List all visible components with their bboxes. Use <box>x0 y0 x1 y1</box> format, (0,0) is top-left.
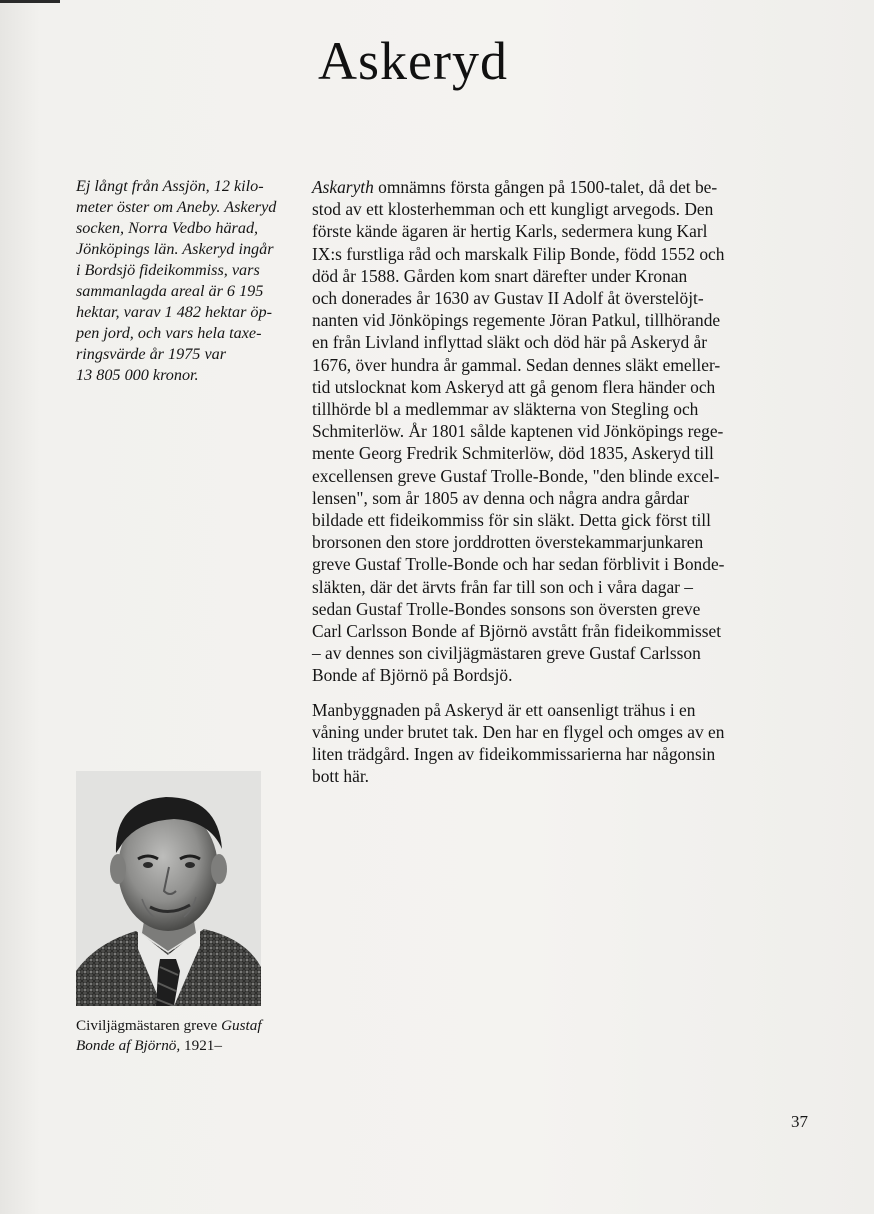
article-line: Bonde af Björnö på Bordsjö. <box>312 665 513 686</box>
article-line: Manbyggnaden på Askeryd är ett oansenligt trähus i en <box>312 699 696 720</box>
article-lead-name: Askaryth <box>312 177 374 197</box>
article-line: omnämns första gången på 1500-talet, då det be- <box>373 177 718 197</box>
article-line: släkten, där det ärvts från far till son och i våra dagar – <box>312 576 693 597</box>
article-line: excellensen greve Gustaf Trolle-Bonde, "den blinde excel- <box>312 465 720 486</box>
sidebar-line: pen jord, och vars hela taxe- <box>76 324 262 342</box>
article-paragraph-2 <box>312 699 810 788</box>
caption-years: 1921– <box>180 1037 222 1054</box>
sidebar-line: meter öster om Aneby. Askeryd <box>76 198 277 216</box>
article-line: mente Georg Fredrik Schmiterlöw, död 1835, Askeryd till <box>312 443 714 464</box>
article-line: tid utslocknat kom Askeryd att gå genom flera händer och <box>312 376 716 397</box>
sidebar-line: socken, Norra Vedbo härad, <box>76 219 259 237</box>
article-line: bildade ett fideikommiss för sin släkt. Detta gick först till <box>312 510 711 531</box>
article-paragraph-1 <box>312 176 810 687</box>
article-line: – av dennes son civiljägmästaren greve Gustaf Carlsson <box>312 643 701 664</box>
portrait-photo <box>76 771 261 1006</box>
sidebar-line: Ej långt från Assjön, 12 kilo- <box>76 177 264 195</box>
article-line: Schmiterlöw. År 1801 sålde kaptenen vid Jönköpings rege- <box>312 421 724 442</box>
article-line: tillhörde bl a medlemmar av släkterna von Stegling och <box>312 399 699 420</box>
sidebar-line: Jönköpings län. Askeryd ingår <box>76 240 274 258</box>
sidebar-line: sammanlagda areal är 6 195 <box>76 282 264 300</box>
article-line: lensen", som år 1805 av denna och några andra gårdar <box>312 487 689 508</box>
page-number: 37 <box>791 1112 808 1131</box>
photo-caption <box>76 1016 316 1056</box>
article-line: stod av ett klosterhemman och ett kungligt arvegods. Den <box>312 199 714 220</box>
sidebar-line: 13 805 000 kronor. <box>76 366 199 384</box>
article-line: död år 1588. Gården kom snart därefter under Kronan <box>312 265 688 286</box>
sidebar-line: hektar, varav 1 482 hektar öp- <box>76 303 273 321</box>
article-line: våning under brutet tak. Den har en flygel och omges av en <box>312 721 725 742</box>
article-line: 1676, över hundra år gammal. Sedan dennes släkt emeller- <box>312 354 721 375</box>
article-line: IX:s furstliga råd och marskalk Filip Bonde, född 1552 och <box>312 243 725 264</box>
caption-name-part-2: Bonde af Björnö, <box>76 1037 181 1054</box>
article-line: liten trädgård. Ingen av fideikommissarierna har någonsin <box>312 744 716 765</box>
page-title: Askeryd <box>318 31 508 91</box>
article-line: brorsonen den store jorddrotten överstekammarjunkaren <box>312 532 704 553</box>
article-line: nanten vid Jönköpings regemente Jöran Patkul, tillhörande <box>312 310 721 331</box>
article-body <box>312 176 810 799</box>
article-line: och donerades år 1630 av Gustav II Adolf åt överstelöjt- <box>312 288 704 309</box>
caption-name-part-1: Gustaf <box>221 1017 262 1034</box>
article-line: en från Livland inflyttad släkt och död här på Askeryd år <box>312 332 708 353</box>
article-line: greve Gustaf Trolle-Bonde och har sedan förblivit i Bonde- <box>312 554 725 575</box>
sidebar-line: i Bordsjö fideikommiss, vars <box>76 261 260 279</box>
top-edge-rule <box>0 0 60 3</box>
caption-title: Civiljägmästaren greve <box>76 1017 222 1034</box>
article-line: sedan Gustaf Trolle-Bondes sonsons son översten greve <box>312 598 701 619</box>
article-line: förste kände ägaren är hertig Karls, sedermera kung Karl <box>312 221 708 242</box>
sidebar-facts <box>76 176 286 386</box>
sidebar-line: ringsvärde år 1975 var <box>76 345 227 363</box>
article-line: Carl Carlsson Bonde af Björnö avstått från fideikommisset <box>312 621 722 642</box>
portrait-image <box>76 771 261 1006</box>
article-line: bott här. <box>312 766 369 787</box>
